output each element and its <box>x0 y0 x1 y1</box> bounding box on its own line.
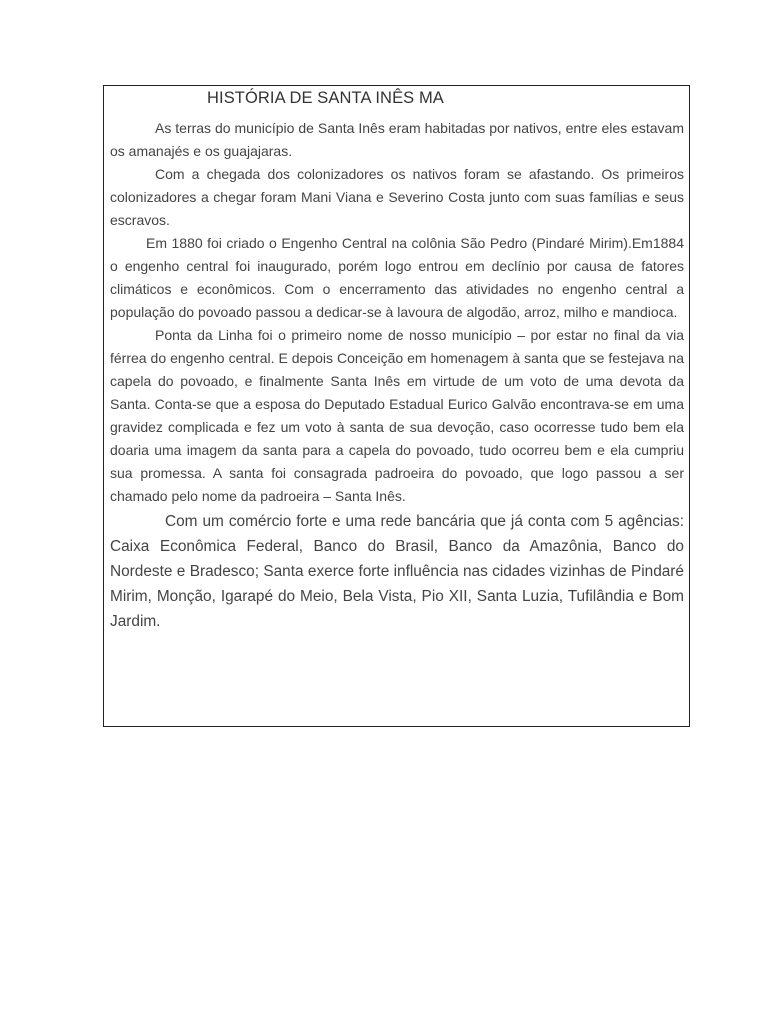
paragraph-commerce: Com um comércio forte e uma rede bancária que já conta com 5 agências: Caixa Econômica Federal, Banco do Brasil, Banco da Amazônia, Banco do Nordeste e Bradesco; Santa exerce forte influência nas cidades vizinhas de Pindaré Mirim, Monção, Igarapé do Meio, Bela Vista, Pio XII, Santa Luzia, Tufilândia e Bom Jardim. <box>110 513 684 630</box>
paragraph-engenho-central: Em 1880 foi criado o Engenho Central na colônia São Pedro (Pindaré Mirim).Em1884 o engenho central foi inaugurado, porém logo entrou em declínio por causa de fatores climáticos e econômicos. Com o encerramento das atividades no engenho central a população do povoado passou a dedicar-se à lavoura de algodão, arroz, milho e mandioca. <box>110 235 684 320</box>
document-title: HISTÓRIA DE SANTA INÊS MA <box>207 89 444 107</box>
document-body <box>110 117 684 634</box>
paragraph-colonizers: Com a chegada dos colonizadores os nativos foram se afastando. Os primeiros colonizadores a chegar foram Mani Viana e Severino Costa junto com suas famílias e seus escravos. <box>110 166 684 228</box>
paragraph-town-names: Ponta da Linha foi o primeiro nome de nosso município – por estar no final da via férrea do engenho central. E depois Conceição em homenagem à santa que se festejava na capela do povoado, e finalmente Santa Inês em virtude de um voto de uma devota da Santa. Conta-se que a esposa do Deputado Estadual Eurico Galvão encontrava-se em uma gravidez complicada e fez um voto à santa de sua devoção, caso ocorresse tudo bem ela doaria uma imagem da santa para a capela do povoado, tudo ocorreu bem e ela cumpriu sua promessa. A santa foi consagrada padroeira do povoado, que logo passou a ser chamado pelo nome da padroeira – Santa Inês. <box>110 327 684 504</box>
text-box-frame <box>103 85 690 727</box>
paragraph-native-peoples: As terras do município de Santa Inês eram habitadas por nativos, entre eles estavam os amanajés e os guajajaras. <box>110 120 684 159</box>
